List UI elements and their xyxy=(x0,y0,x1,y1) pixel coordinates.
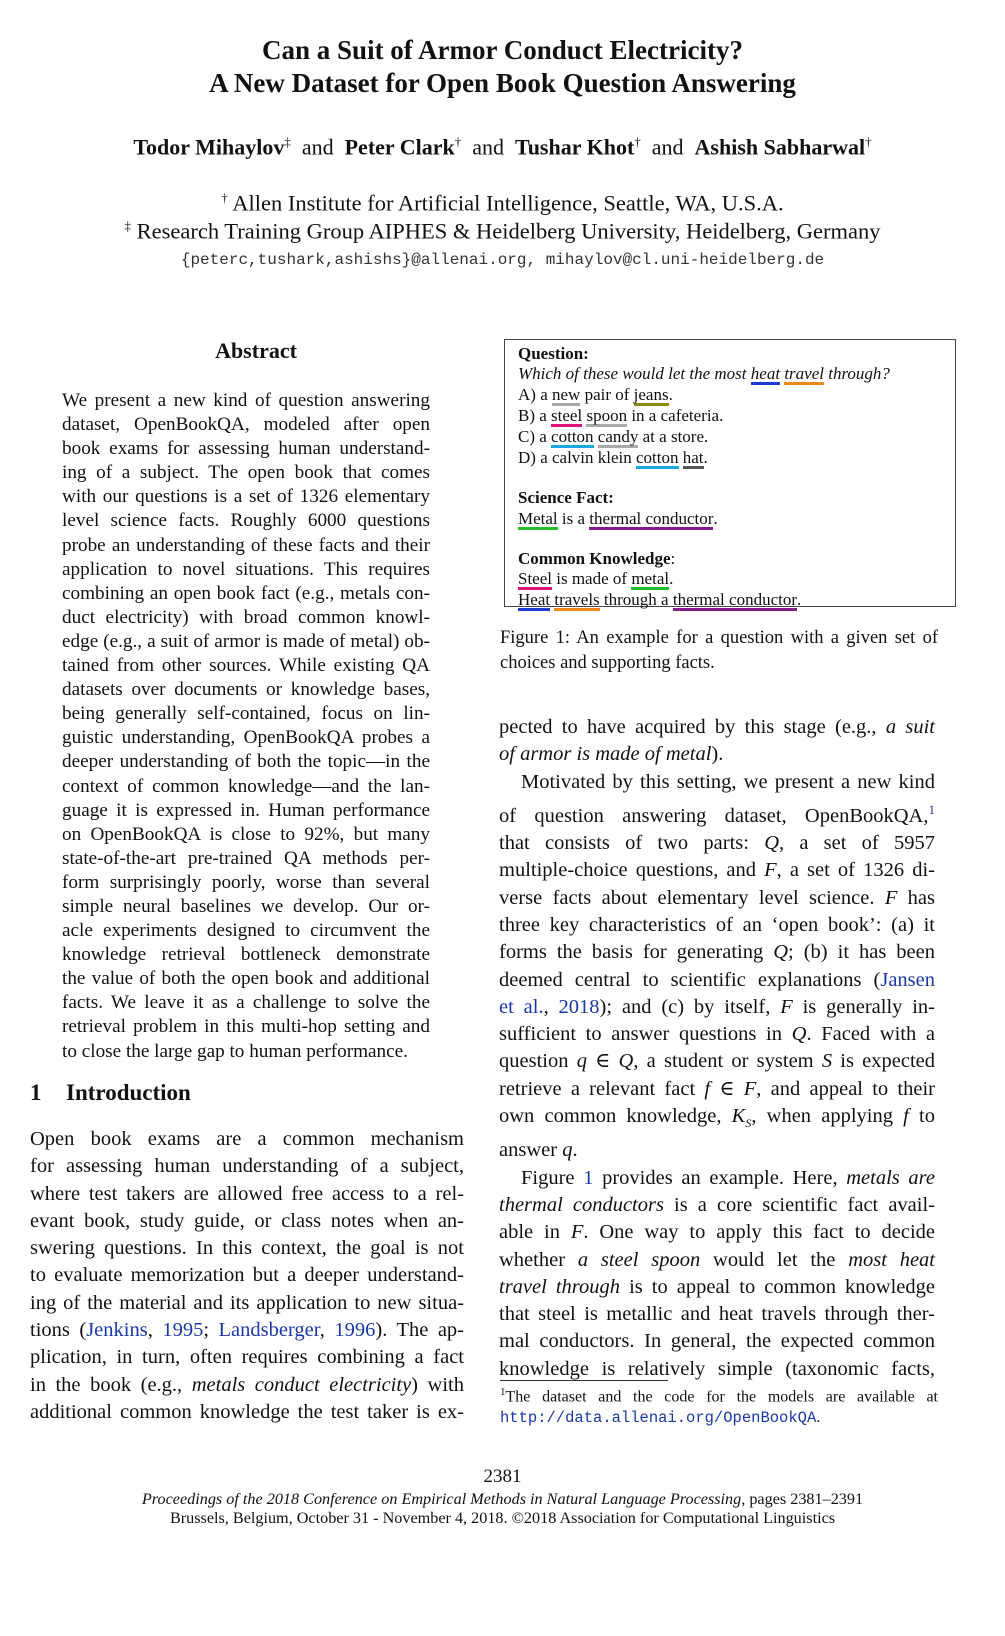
body-line xyxy=(499,1076,935,1103)
choice-d xyxy=(518,448,955,469)
text-span: to xyxy=(908,1104,935,1127)
math-symbol: F xyxy=(764,859,777,882)
abstract-line: context of common knowledge—and the lan- xyxy=(62,775,430,797)
underlined-word: metal xyxy=(631,568,670,588)
citation-link[interactable]: 2018 xyxy=(558,995,600,1018)
math-symbol: F xyxy=(884,886,898,909)
citation-link[interactable]: 1995 xyxy=(162,1319,204,1342)
abstract-line: datasets over documents or knowledge bases, xyxy=(62,679,430,701)
choice-a xyxy=(518,385,955,406)
underlined-word: steel xyxy=(551,406,583,426)
text-span: pair of xyxy=(580,385,634,405)
text-span: . xyxy=(816,1409,821,1427)
intro-line: ing of the material and its application to new situa- xyxy=(30,1291,464,1314)
emphasis: a suit xyxy=(885,716,935,738)
question-label: Question: xyxy=(518,344,589,363)
abstract-line: probe an understanding of these facts and their xyxy=(62,534,430,556)
text-span: tions ( xyxy=(30,1319,87,1342)
math-symbol: q xyxy=(562,1139,573,1162)
section-number: 1 xyxy=(30,1080,42,1105)
math-symbol: F xyxy=(570,1221,584,1244)
text-span: would let the xyxy=(700,1248,849,1271)
text-span: is a xyxy=(557,508,590,528)
section-heading-introduction xyxy=(30,1080,191,1106)
text-span: multiple-choice questions, and xyxy=(499,859,765,882)
page-number: 2381 xyxy=(483,1466,522,1487)
body-line: knowledge is relatively simple (taxonomic facts, xyxy=(499,1357,935,1380)
author-name: Tushar Khot xyxy=(515,134,635,160)
figure-ref-link[interactable]: 1 xyxy=(583,1166,594,1189)
underlined-word: jeans xyxy=(633,385,669,405)
body-line xyxy=(499,1048,935,1075)
abstract-line: deeper understanding of both the topic—in the xyxy=(62,751,430,773)
body-line xyxy=(499,1165,935,1192)
math-symbol: Q xyxy=(791,1023,807,1046)
body-line xyxy=(499,1219,935,1246)
text-span: verse facts about elementary level science. xyxy=(499,886,885,909)
abstract-line: state-of-the-art pre-trained QA methods per- xyxy=(62,847,430,869)
label-text: Common Knowledge xyxy=(518,548,671,568)
dataset-url-link[interactable]: http://data.allenai.org/OpenBookQA xyxy=(500,1409,817,1428)
author-mark: † xyxy=(634,134,641,149)
emphasis: of armor is made of metal xyxy=(499,743,712,766)
proceedings-footer xyxy=(0,1490,1005,1528)
text-span: own common knowledge, xyxy=(499,1104,732,1127)
intro-line: for assessing human understanding of a subject, xyxy=(30,1155,464,1178)
author-separator: and xyxy=(651,134,684,160)
text-span: ; (b) it has been xyxy=(788,941,936,964)
affiliation-text: Research Training Group AIPHES & Heidelberg University, Heidelberg, Germany xyxy=(136,218,881,244)
text-span: . xyxy=(669,568,674,588)
abstract-line: with our questions is a set of 1326 elementary xyxy=(62,486,430,508)
text-span: ). xyxy=(711,743,724,766)
text-span: through? xyxy=(823,364,890,384)
body-line xyxy=(499,1192,935,1219)
text-span: deemed central to scientific explanations ( xyxy=(499,968,881,991)
footnote-text: The dataset and the code for the models are available at xyxy=(505,1388,938,1406)
math-symbol: S xyxy=(821,1050,833,1073)
text-span: ); and (c) by itself, xyxy=(599,995,781,1018)
underlined-word: cotton xyxy=(551,427,594,447)
underlined-word: travels xyxy=(554,589,600,609)
body-line xyxy=(499,830,935,857)
body-line: three key characteristics of an ‘open book’: (a) it xyxy=(499,913,935,936)
choice-b xyxy=(518,406,955,427)
author-name: Todor Mihaylov xyxy=(133,134,285,160)
common-knowledge-label xyxy=(518,549,955,569)
math-subscript: S xyxy=(745,1116,752,1131)
body-line xyxy=(499,939,935,966)
text-span: . One way to apply this fact to decide xyxy=(583,1221,935,1244)
text-span: able in xyxy=(499,1221,571,1244)
affiliation xyxy=(0,218,1005,245)
text-span: . xyxy=(713,508,718,528)
text-span: forms the basis for generating xyxy=(499,941,774,964)
text-span: is generally in- xyxy=(792,995,935,1018)
math-expression: q ∈ Q xyxy=(576,1050,634,1073)
figure-1-caption: Figure 1: An example for a question with a given set of choices and supporting facts. xyxy=(500,628,938,673)
intro-line: tions (Jenkins, 1995; Landsberger, 1996). The ap- xyxy=(30,1319,464,1342)
underlined-word: candy xyxy=(597,427,639,447)
abstract-line: tained from other sources. While existing QA xyxy=(62,655,430,677)
footnote-mark: 1 xyxy=(500,1386,506,1398)
abstract-line: edge (e.g., a suit of armor is made of metal) ob- xyxy=(62,630,430,652)
emphasis: a steel spoon xyxy=(577,1248,701,1271)
body-line xyxy=(499,796,935,830)
text-span: pected to have acquired by this stage (e.g., xyxy=(499,716,886,738)
abstract-line: guage it is expressed in. Human performance xyxy=(62,799,430,821)
abstract-line: combining an open book fact (e.g., metals con- xyxy=(62,582,430,604)
text-span: in the book (e.g., xyxy=(30,1373,192,1396)
text-span: , a set of 1326 di- xyxy=(776,859,935,882)
underlined-word: thermal conductor xyxy=(672,589,798,609)
intro-line: evant book, study guide, or class notes when an- xyxy=(30,1209,464,1232)
citation-link[interactable]: Jenkins xyxy=(86,1319,148,1342)
emphasis: metals conduct electricity xyxy=(191,1373,412,1396)
citation-link[interactable]: et al. xyxy=(499,995,544,1018)
text-span: is a core scientific fact avail- xyxy=(663,1193,935,1216)
author-separator: and xyxy=(472,134,505,160)
affiliation xyxy=(0,190,1005,217)
emphasis: metals are xyxy=(846,1166,935,1189)
footnote-rule xyxy=(500,1380,668,1381)
text-span: , and appeal to their xyxy=(756,1077,935,1100)
body-line xyxy=(499,1103,935,1137)
abstract-line: duct electricity) with broad common knowl- xyxy=(62,606,430,628)
text-span: , pages 2381–2391 xyxy=(741,1490,864,1508)
underlined-word: new xyxy=(551,385,581,405)
text-span: Which of these would let the most xyxy=(518,364,751,384)
author-separator: and xyxy=(301,134,334,160)
abstract-line: application to novel situations. This requires xyxy=(62,558,430,580)
intro-line: to evaluate memorization but a deeper understand- xyxy=(30,1264,464,1287)
text-span: retrieve a relevant fact xyxy=(499,1077,705,1100)
footnote-line xyxy=(500,1407,938,1429)
text-span: at a store. xyxy=(638,427,709,447)
underlined-word: Steel xyxy=(518,568,552,588)
math-symbol: Q xyxy=(764,832,779,855)
title-line-1: Can a Suit of Armor Conduct Electricity? xyxy=(262,35,743,65)
text-span: . Faced with a xyxy=(806,1023,935,1046)
intro-line: where test takers are allowed free access to a rel- xyxy=(30,1182,464,1205)
text-span: : xyxy=(670,548,676,568)
underlined-word: cotton xyxy=(636,448,679,468)
text-span: , a set of 5957 xyxy=(779,832,935,855)
text-span: ) with xyxy=(411,1373,464,1396)
text-span: has xyxy=(897,886,935,909)
text-span: B) a xyxy=(518,406,552,426)
text-span: . xyxy=(797,589,802,609)
underlined-word: spoon xyxy=(586,406,628,426)
abstract-line: ing of a subject. The open book that comes xyxy=(62,462,430,484)
abstract-line: knowledge retrieval bottleneck demonstrate xyxy=(62,944,430,966)
abstract-line: facts. We leave it as a challenge to solve the xyxy=(62,992,430,1014)
abstract-line: being generally self-contained, focus on lin- xyxy=(62,703,430,725)
question-text xyxy=(518,364,955,385)
body-line xyxy=(499,741,935,768)
math-symbol: K xyxy=(731,1104,746,1127)
text-span: . xyxy=(668,385,673,405)
body-line xyxy=(499,857,935,884)
citation-link[interactable]: Jansen xyxy=(880,968,935,991)
body-line xyxy=(499,967,935,994)
body-line: mal conductors. In general, the expected common xyxy=(499,1330,935,1353)
intro-lines xyxy=(30,1126,464,1317)
abstract-line: simple neural baselines we develop. Our or- xyxy=(62,895,430,917)
text-span: of question answering dataset, OpenBookQA, xyxy=(499,804,929,827)
body-line xyxy=(499,1274,935,1301)
affiliation-mark: † xyxy=(221,190,228,205)
abstract-line: book exams for assessing human understand- xyxy=(62,438,430,460)
footnote-ref[interactable]: 1 xyxy=(928,801,935,817)
citation-link[interactable]: Landsberger xyxy=(218,1319,320,1342)
author-list xyxy=(0,134,1005,160)
text-span: question xyxy=(499,1050,577,1073)
text-span: , a student or system xyxy=(633,1050,822,1073)
body-line xyxy=(499,1247,935,1274)
text-span: . xyxy=(572,1139,578,1162)
emphasis: most heat xyxy=(848,1248,936,1271)
intro-line xyxy=(30,1372,464,1399)
text-span: is to appeal to common knowledge xyxy=(620,1275,936,1298)
body-line xyxy=(499,714,935,741)
underlined-word: Metal xyxy=(518,508,558,528)
intro-line: swering questions. In this context, the goal is not xyxy=(30,1237,464,1260)
common-knowledge-2 xyxy=(518,590,955,611)
body-line: et al., 2018); and (c) by itself, F is generally in- xyxy=(499,995,935,1018)
abstract-heading: Abstract xyxy=(215,338,297,363)
choice-c xyxy=(518,427,955,448)
section-title: Introduction xyxy=(66,1080,191,1105)
author-mark: † xyxy=(454,134,462,149)
text-span: answer xyxy=(499,1139,563,1162)
math-symbol: f xyxy=(903,1104,909,1127)
footnote xyxy=(500,1382,938,1429)
right-column-body xyxy=(499,714,935,1383)
body-line: Motivated by this setting, we present a new kind xyxy=(521,770,935,793)
text-span: is expected xyxy=(832,1050,936,1073)
math-symbol: F xyxy=(780,995,793,1018)
citation-link[interactable]: 1996 xyxy=(334,1319,376,1342)
text-span: Figure xyxy=(521,1166,584,1189)
proceedings-line-1 xyxy=(0,1490,1005,1509)
author-mark: ‡ xyxy=(284,134,291,149)
abstract-line: the value of both the open book and additional xyxy=(62,968,430,990)
body-line xyxy=(499,1137,935,1164)
body-line xyxy=(499,885,935,912)
title-line-2: A New Dataset for Open Book Question Answering xyxy=(209,68,796,98)
underlined-word: travel xyxy=(784,364,824,384)
body-line: that steel is metallic and heat travels through ther- xyxy=(499,1303,935,1326)
affiliation-mark: ‡ xyxy=(124,218,132,233)
emphasis: Proceedings of the 2018 Conference on Empirical Methods in Natural Language Processing xyxy=(141,1490,742,1508)
abstract-line: We present a new kind of question answering xyxy=(62,390,430,411)
affiliation-text: Allen Institute for Artificial Intelligence, Seattle, WA, U.S.A. xyxy=(232,190,784,216)
abstract-line: on OpenBookQA is close to 92%, but many xyxy=(62,823,430,845)
author-mark: † xyxy=(865,134,872,149)
text-span: in a cafeteria. xyxy=(627,406,724,426)
text-span: provides an example. Here, xyxy=(593,1166,847,1189)
underlined-word: thermal conductor xyxy=(589,508,714,528)
underlined-word: heat xyxy=(750,364,781,384)
abstract-line: level science facts. Roughly 6000 questions xyxy=(62,510,430,532)
author-name: Peter Clark xyxy=(344,134,455,160)
abstract-line: to close the large gap to human performance. xyxy=(62,1040,408,1062)
text-span: whether xyxy=(499,1248,578,1271)
science-fact xyxy=(518,509,955,530)
intro-body xyxy=(30,1126,464,1426)
math-expression: f ∈ F xyxy=(704,1077,757,1100)
emphasis: travel through xyxy=(499,1275,621,1298)
text-span: A) a xyxy=(518,385,552,405)
intro-line: plication, in turn, often requires combining a fact xyxy=(30,1346,464,1369)
emphasis: thermal conductors xyxy=(499,1193,664,1216)
text-span: D) a calvin klein xyxy=(518,448,637,468)
paper-title xyxy=(0,34,1005,100)
footnote-line xyxy=(500,1382,938,1407)
author-name: Ashish Sabharwal xyxy=(694,134,866,160)
math-symbol: Q xyxy=(773,941,789,964)
body-line xyxy=(499,1021,935,1048)
text-span: ). The ap- xyxy=(375,1319,464,1342)
abstract-body xyxy=(62,389,430,1064)
science-fact-label: Science Fact: xyxy=(518,488,614,508)
text-span: is made of xyxy=(552,568,632,588)
text-span: sufficient to answer questions in xyxy=(499,1023,792,1046)
proceedings-line-2: Brussels, Belgium, October 31 - November 4, 2018. ©2018 Association for Computational Linguistics xyxy=(169,1509,836,1527)
abstract-line: dataset, OpenBookQA, modeled after open xyxy=(62,414,430,436)
abstract-line: acle experiments designed to circumvent the xyxy=(62,920,430,942)
author-emails: {peterc,tushark,ashishs}@allenai.org, mihaylov@cl.uni-heidelberg.de xyxy=(180,251,825,269)
intro-line: additional common knowledge the test taker is ex- xyxy=(30,1400,464,1423)
underlined-word: hat xyxy=(682,448,704,468)
intro-line: Open book exams are a common mechanism xyxy=(30,1128,464,1150)
abstract-line: form surprisingly poorly, worse than several xyxy=(62,871,430,893)
text-span: that consists of two parts: xyxy=(499,832,765,855)
abstract-line: guistic understanding, OpenBookQA probes a xyxy=(62,727,430,749)
text-span: , when applying xyxy=(751,1104,904,1127)
text-span: C) a xyxy=(518,427,552,447)
figure-1-box xyxy=(504,339,956,607)
text-span: . xyxy=(703,448,708,468)
text-span: through a xyxy=(599,589,673,609)
common-knowledge-1 xyxy=(518,569,955,590)
abstract-line: retrieval problem in this multi-hop setting and xyxy=(62,1016,430,1038)
underlined-word: Heat xyxy=(518,589,551,609)
